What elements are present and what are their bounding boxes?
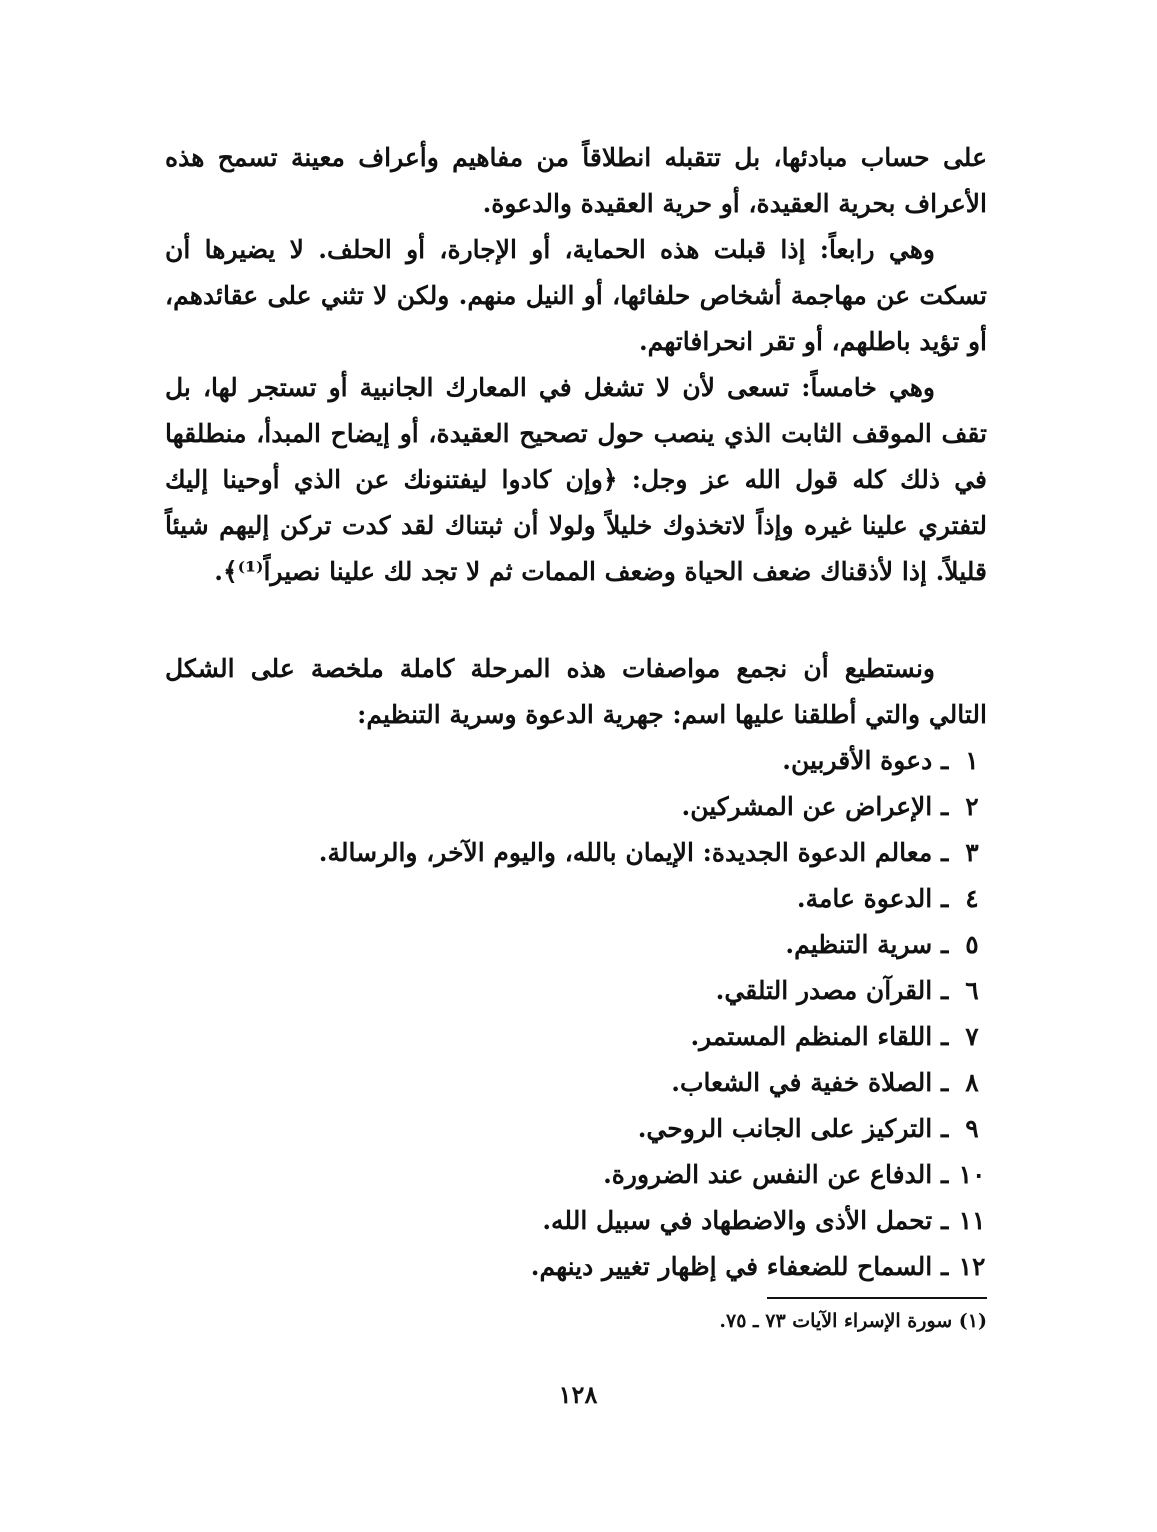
list-item [165,784,987,830]
list-item-text: السماح للضعفاء في إظهار تغيير دينهم. [530,1252,933,1281]
list-item-number: ٩ [965,1114,979,1143]
body-text-top [165,135,987,595]
list-item-text: اللقاء المنظم المستمر. [690,1022,933,1051]
list-item [165,922,987,968]
footnote-divider [767,1297,987,1299]
list-item [165,968,987,1014]
characteristics-list [165,738,987,1290]
list-item-number: ٥ [965,930,979,959]
list-item-number: ٢ [965,792,979,821]
list-item-text: تحمل الأذى والاضطهاد في سبيل الله. [542,1206,933,1235]
list-item-separator: ـ [940,746,949,775]
list-item-number: ١٠ [958,1160,986,1189]
list-item-separator: ـ [940,930,949,959]
list-item-separator: ـ [940,792,949,821]
list-item-number: ٧ [965,1022,979,1051]
list-item-separator: ـ [940,884,949,913]
list-item-separator: ـ [940,1022,949,1051]
list-item-number: ٦ [965,976,979,1005]
list-item [165,876,987,922]
list-item [165,738,987,784]
paragraph-summary-intro: ونستطيع أن نجمع مواصفات هذه المرحلة كاملة ملخصة على الشكل التالي والتي أطلقنا عليها اسم: جهرية الدعوة وسرية التنظيم: [165,654,987,729]
list-item-separator: ـ [940,976,949,1005]
list-item-text: معالم الدعوة الجديدة: الإيمان بالله، واليوم الآخر، والرسالة. [318,838,933,867]
list-item-number: ٣ [965,838,979,867]
list-item-text: الصلاة خفية في الشعاب. [671,1068,933,1097]
list-item-text: التركيز على الجانب الروحي. [637,1114,933,1143]
list-item [165,1060,987,1106]
list-item-text: الإعراض عن المشركين. [681,792,933,821]
list-item [165,1198,987,1244]
list-item-text: دعوة الأقربين. [782,746,933,775]
list-item-separator: ـ [940,838,949,867]
list-item-separator: ـ [940,1160,949,1189]
list-item-text: القرآن مصدر التلقي. [715,976,933,1005]
list-item-separator: ـ [940,1068,949,1097]
list-item-text: الدفاع عن النفس عند الضرورة. [603,1160,933,1189]
list-item-number: ١١ [958,1206,986,1235]
list-item [165,1244,987,1290]
list-item-separator: ـ [940,1206,949,1235]
page-number: ١٢٨ [558,1380,598,1409]
paragraph-fourthly: وهي رابعاً: إذا قبلت هذه الحماية، أو الإجارة، أو الحلف. لا يضيرها أن تسكت عن مهاجمة أشخاص حلفائها، أو النيل منهم. ولكن لا تثني على عقائدهم، أو تؤيد باطلهم، أو تقر انحرافاتهم. [165,235,987,356]
list-item-separator: ـ [940,1252,949,1281]
list-item [165,830,987,876]
list-item-text: سرية التنظيم. [785,930,933,959]
list-item [165,1014,987,1060]
list-item [165,1106,987,1152]
list-item-number: ١ [965,746,979,775]
list-item-number: ٤ [965,884,979,913]
body-text-intro [165,646,987,738]
paragraph-continuation: على حساب مبادئها، بل تتقبله انطلاقاً من مفاهيم وأعراف معينة تسمح هذه الأعراف بحرية العقيدة، أو حرية العقيدة والدعوة. [165,143,987,218]
paragraph-fifthly: وهي خامساً: تسعى لأن لا تشغل في المعارك الجانبية أو تستجر لها، بل تقف الموقف الثابت الذي ينصب حول تصحيح العقيدة، أو إيضاح المبدأ، منطلقها في ذلك كله قول الله عز وجل: ﴿وإن كادوا ليفتنونك عن الذي أوحينا إليك لتفتري علينا غيره وإذاً لاتخذوك خليلاً ولولا أن ثبتناك لقد كدت تركن إليهم شيئاً قليلاً. إذا لأذقناك ضعف الحياة وضعف الممات ثم لا تجد لك علينا نصيراً⁽¹⁾﴾. [165,373,987,586]
footnote: (١) سورة الإسراء الآيات ٧٣ ـ ٧٥. [719,1310,987,1332]
list-item-separator: ـ [940,1114,949,1143]
list-item-number: ٨ [965,1068,979,1097]
list-item-text: الدعوة عامة. [796,884,933,913]
list-item [165,1152,987,1198]
list-item-number: ١٢ [958,1252,986,1281]
